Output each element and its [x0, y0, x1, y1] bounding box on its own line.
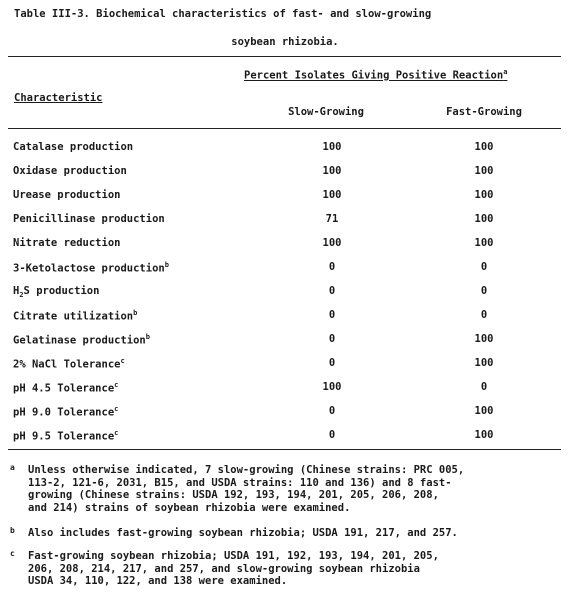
footnote-mark: b: [133, 309, 138, 317]
footnote-mark: c: [114, 381, 119, 389]
slow-growing-value: 71: [325, 213, 339, 225]
top-rule: [8, 56, 561, 57]
characteristic-label: Urease production: [13, 189, 121, 201]
fast-growing-value: 100: [474, 405, 494, 417]
characteristic-label: $H_2S$ production: [13, 285, 100, 300]
slow-growing-value: 100: [322, 141, 342, 153]
fast-growing-value: 100: [474, 429, 494, 441]
slow-growing-value: 0: [328, 261, 336, 273]
characteristic-label: pH 4.5 Tolerance$^c$: [13, 381, 119, 395]
slow-growing-value: 0: [328, 357, 336, 369]
table-row: [0, 357, 570, 381]
table-row: [0, 285, 570, 309]
characteristic-label: Gelatinase production$^b$: [13, 333, 150, 347]
footnote-text: Also includes fast-growing soybean rhizobia; USDA 191, 217, and 257.: [28, 527, 458, 539]
footnote-mark: b: [164, 261, 169, 269]
footnote-text: Fast-growing soybean rhizobia; USDA 191, 192, 193, 194, 201, 205, 206, 208, 214, 217, and 257, and slow-growing soybean rhizobia USDA 34, 110, 122, and 138 were examined.: [28, 550, 439, 587]
table-row: [0, 261, 570, 285]
fast-growing-value: 0: [480, 285, 488, 297]
fast-growing-value: 0: [480, 309, 488, 321]
characteristic-label: pH 9.0 Tolerance$^c$: [13, 405, 119, 419]
table-row: [0, 213, 570, 237]
table-row: [0, 333, 570, 357]
fast-growing-value: 100: [474, 237, 494, 249]
slow-growing-value: 0: [328, 333, 336, 345]
table-row: [0, 309, 570, 333]
table-row: [0, 405, 570, 429]
slow-growing-value: 100: [322, 165, 342, 177]
characteristic-label: 2% NaCl Tolerance$^c$: [13, 357, 125, 371]
slow-growing-value: 0: [328, 309, 336, 321]
group-header: [244, 68, 507, 82]
table-row: [0, 189, 570, 213]
fast-growing-value: 100: [474, 165, 494, 177]
footnote-mark: b: [10, 526, 15, 535]
characteristic-label: Catalase production: [13, 141, 134, 153]
characteristic-label: Citrate utilization$^b$: [13, 309, 138, 323]
footnote-mark: a: [10, 463, 15, 472]
table-row: [0, 381, 570, 405]
footnote-mark: c: [114, 429, 119, 437]
table-row: [0, 141, 570, 165]
characteristic-label: 3-Ketolactose production$^b$: [13, 261, 169, 275]
table-row: [0, 165, 570, 189]
footnote-mark: c: [10, 549, 15, 558]
fast-growing-header: Fast-Growing: [446, 106, 522, 118]
slow-growing-value: 0: [328, 429, 336, 441]
group-header-text: Percent Isolates Giving Positive Reaction: [244, 69, 504, 82]
group-header-footnote-mark: a: [503, 68, 508, 76]
table-title: Table III-3. Biochemical characteristics of fast- and slow-growing: [14, 8, 432, 20]
slow-growing-value: 100: [322, 381, 342, 393]
characteristic-label: Nitrate reduction: [13, 237, 121, 249]
slow-growing-value: 0: [328, 405, 336, 417]
footnote-mark: c: [120, 357, 125, 365]
table-row: [0, 237, 570, 261]
fast-growing-value: 0: [480, 381, 488, 393]
fast-growing-value: 100: [474, 213, 494, 225]
characteristic-label: pH 9.5 Tolerance$^c$: [13, 429, 119, 443]
footnote-mark: c: [114, 405, 119, 413]
footnote-mark: b: [145, 333, 150, 341]
fast-growing-value: 100: [474, 357, 494, 369]
slow-growing-value: 100: [322, 189, 342, 201]
fast-growing-value: 100: [474, 141, 494, 153]
table-title-continued: soybean rhizobia.: [231, 36, 339, 48]
slow-growing-header: Slow-Growing: [288, 106, 364, 118]
footnote-text: Unless otherwise indicated, 7 slow-growing (Chinese strains: PRC 005, 113-2, 121-6, 2031, B15, and USDA strains: 110 and 136) and 8 fast- growing (Chinese strains: USDA 192, 193, 194, 201, 205, 206, 208, and 214) strains of soybean rhizobia were examined.: [28, 464, 465, 514]
slow-growing-value: 100: [322, 237, 342, 249]
fast-growing-value: 100: [474, 333, 494, 345]
fast-growing-value: 0: [480, 261, 488, 273]
slow-growing-value: 0: [328, 285, 336, 297]
characteristic-label: Oxidase production: [13, 165, 127, 177]
bottom-rule: [8, 449, 561, 450]
fast-growing-value: 100: [474, 189, 494, 201]
header-rule: [8, 128, 561, 129]
characteristic-header: Characteristic: [14, 92, 103, 104]
characteristic-label: Penicillinase production: [13, 213, 165, 225]
